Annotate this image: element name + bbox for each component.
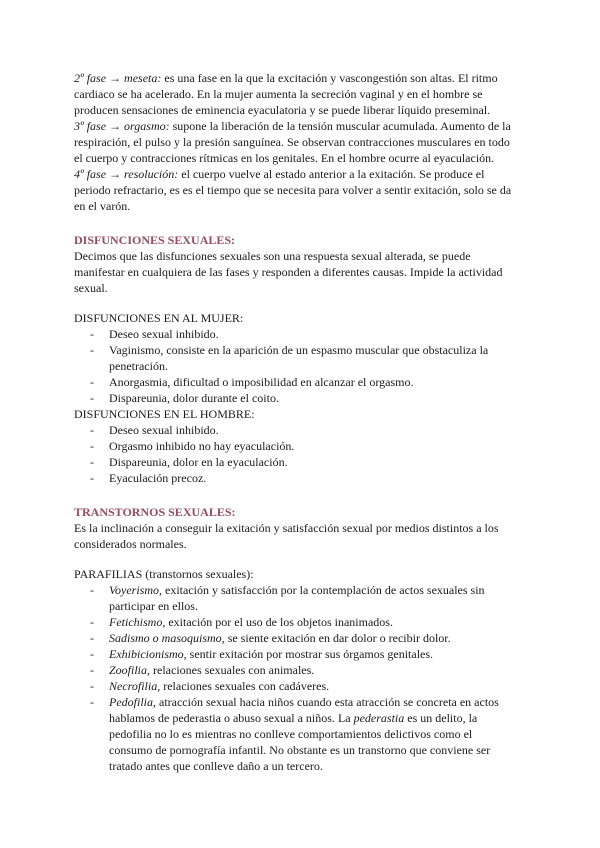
phase-4-paragraph (74, 166, 514, 214)
list-item: - Deseo sexual inhibido. (109, 326, 514, 342)
phase-4-label: 4º fase → resolución: (74, 167, 179, 181)
phase-2-paragraph (74, 70, 514, 118)
phase-3-label: 3º fase → orgasmo: (74, 119, 170, 133)
phase-3-text: supone la liberación de la tensión muscular acumulada. Aumento de la respiración, el pulso y la presión sanguínea. Se observan contracciones musculares en todo el cuerpo y contracciones rítmicas en los genitales. En el hombre ocurre al eyaculación. (74, 119, 511, 165)
list-item (109, 662, 514, 678)
list-item (109, 630, 514, 646)
list-item: - Deseo sexual inhibido. (109, 422, 514, 438)
term: Fetichismo (109, 615, 163, 629)
trastornos-heading: TRANSTORNOS SEXUALES: (74, 505, 236, 519)
phase-2-text: es una fase en la que la excitación y vascongestión son altas. El ritmo cardiaco se ha acelerado. En la mujer aumenta la secreción vaginal y en el hombre se producen sensaciones de eminencia eyaculatoria y se puede liberar líquido preseminal. (74, 71, 498, 117)
list-item (109, 646, 514, 662)
definition: es un delito, la pedofilia no lo es mientras no conlleve comportamientos delictivos como el consumo de pornografía infantil. No obstante es un transtorno que conviene ser tratado antes que conlleve daño a un tercero. (109, 711, 491, 773)
list-item: - Vaginismo, consiste en la aparición de un espasmo muscular que obstaculiza la penetración. (109, 342, 514, 374)
hombre-title: DISFUNCIONES EN EL HOMBRE: (74, 407, 255, 421)
definition: exitación y satisfacción por la contemplación de actos sexuales sin participar en ellos. (109, 583, 485, 613)
term: Sadismo o masoquismo, (109, 631, 225, 645)
phase-3-paragraph (74, 118, 514, 166)
disfunciones-intro: Decimos que las disfunciones sexuales son una respuesta sexual alterada, se puede manifestar en cualquiera de las fases y responden a diferentes causas. Impide la actividad sexual. (74, 249, 503, 295)
definition: sentir exitación por mostrar sus órgamos genitales. (186, 647, 434, 661)
phase-2-label: 2º fase → meseta: (74, 71, 162, 85)
definition: relaciones sexuales con animales. (150, 663, 315, 677)
term: Necrofilia, (109, 679, 161, 693)
definition: atracción sexual hacia niños cuando esta atracción se concreta en actos hablamos de pederastia o abuso sexual a niños. La (109, 695, 499, 725)
list-item (109, 694, 514, 774)
list-item (109, 614, 514, 630)
term: Zoofilia, (109, 663, 151, 677)
parafilias-title: PARAFILIAS (transtornos sexuales): (74, 567, 254, 581)
list-item: - Dispareunia, dolor durante el coito. (109, 390, 514, 406)
disfunciones-heading: DISFUNCIONES SEXUALES: (74, 233, 236, 247)
list-item: - Eyaculación precoz. (109, 470, 514, 486)
list-item: - Anorgasmia, dificultad o imposibilidad en alcanzar el orgasmo. (109, 374, 514, 390)
phase-4-text: el cuerpo vuelve al estado anterior a la exitación. Se produce el periodo refractario, es es el tiempo que se necesita para volver a sentir exitación, solo se da en el varón. (74, 167, 512, 213)
hombre-list (74, 422, 514, 486)
mujer-title: DISFUNCIONES EN AL MUJER: (74, 311, 244, 325)
list-item: - Dispareunia, dolor en la eyaculación. (109, 454, 514, 470)
parafilias-list (74, 582, 514, 774)
definition: relaciones sexuales con cadáveres. (160, 679, 330, 693)
mujer-list (74, 326, 514, 406)
list-item (109, 678, 514, 694)
term: Voyerismo, (109, 583, 162, 597)
trastornos-intro: Es la inclinación a conseguir la exitación y satisfacción sexual por medios distintos a los considerados normales. (74, 521, 499, 551)
definition: se siente exitación en dar dolor o recibir dolor. (224, 631, 451, 645)
term: Exhibicionismo, (109, 647, 187, 661)
list-item (109, 582, 514, 614)
term: Pedofilia, (109, 695, 156, 709)
list-item: - Orgasmo inhibido no hay eyaculación. (109, 438, 514, 454)
term: pederastia (353, 711, 405, 725)
definition: , exitación por el uso de los objetos inanimados. (162, 615, 393, 629)
